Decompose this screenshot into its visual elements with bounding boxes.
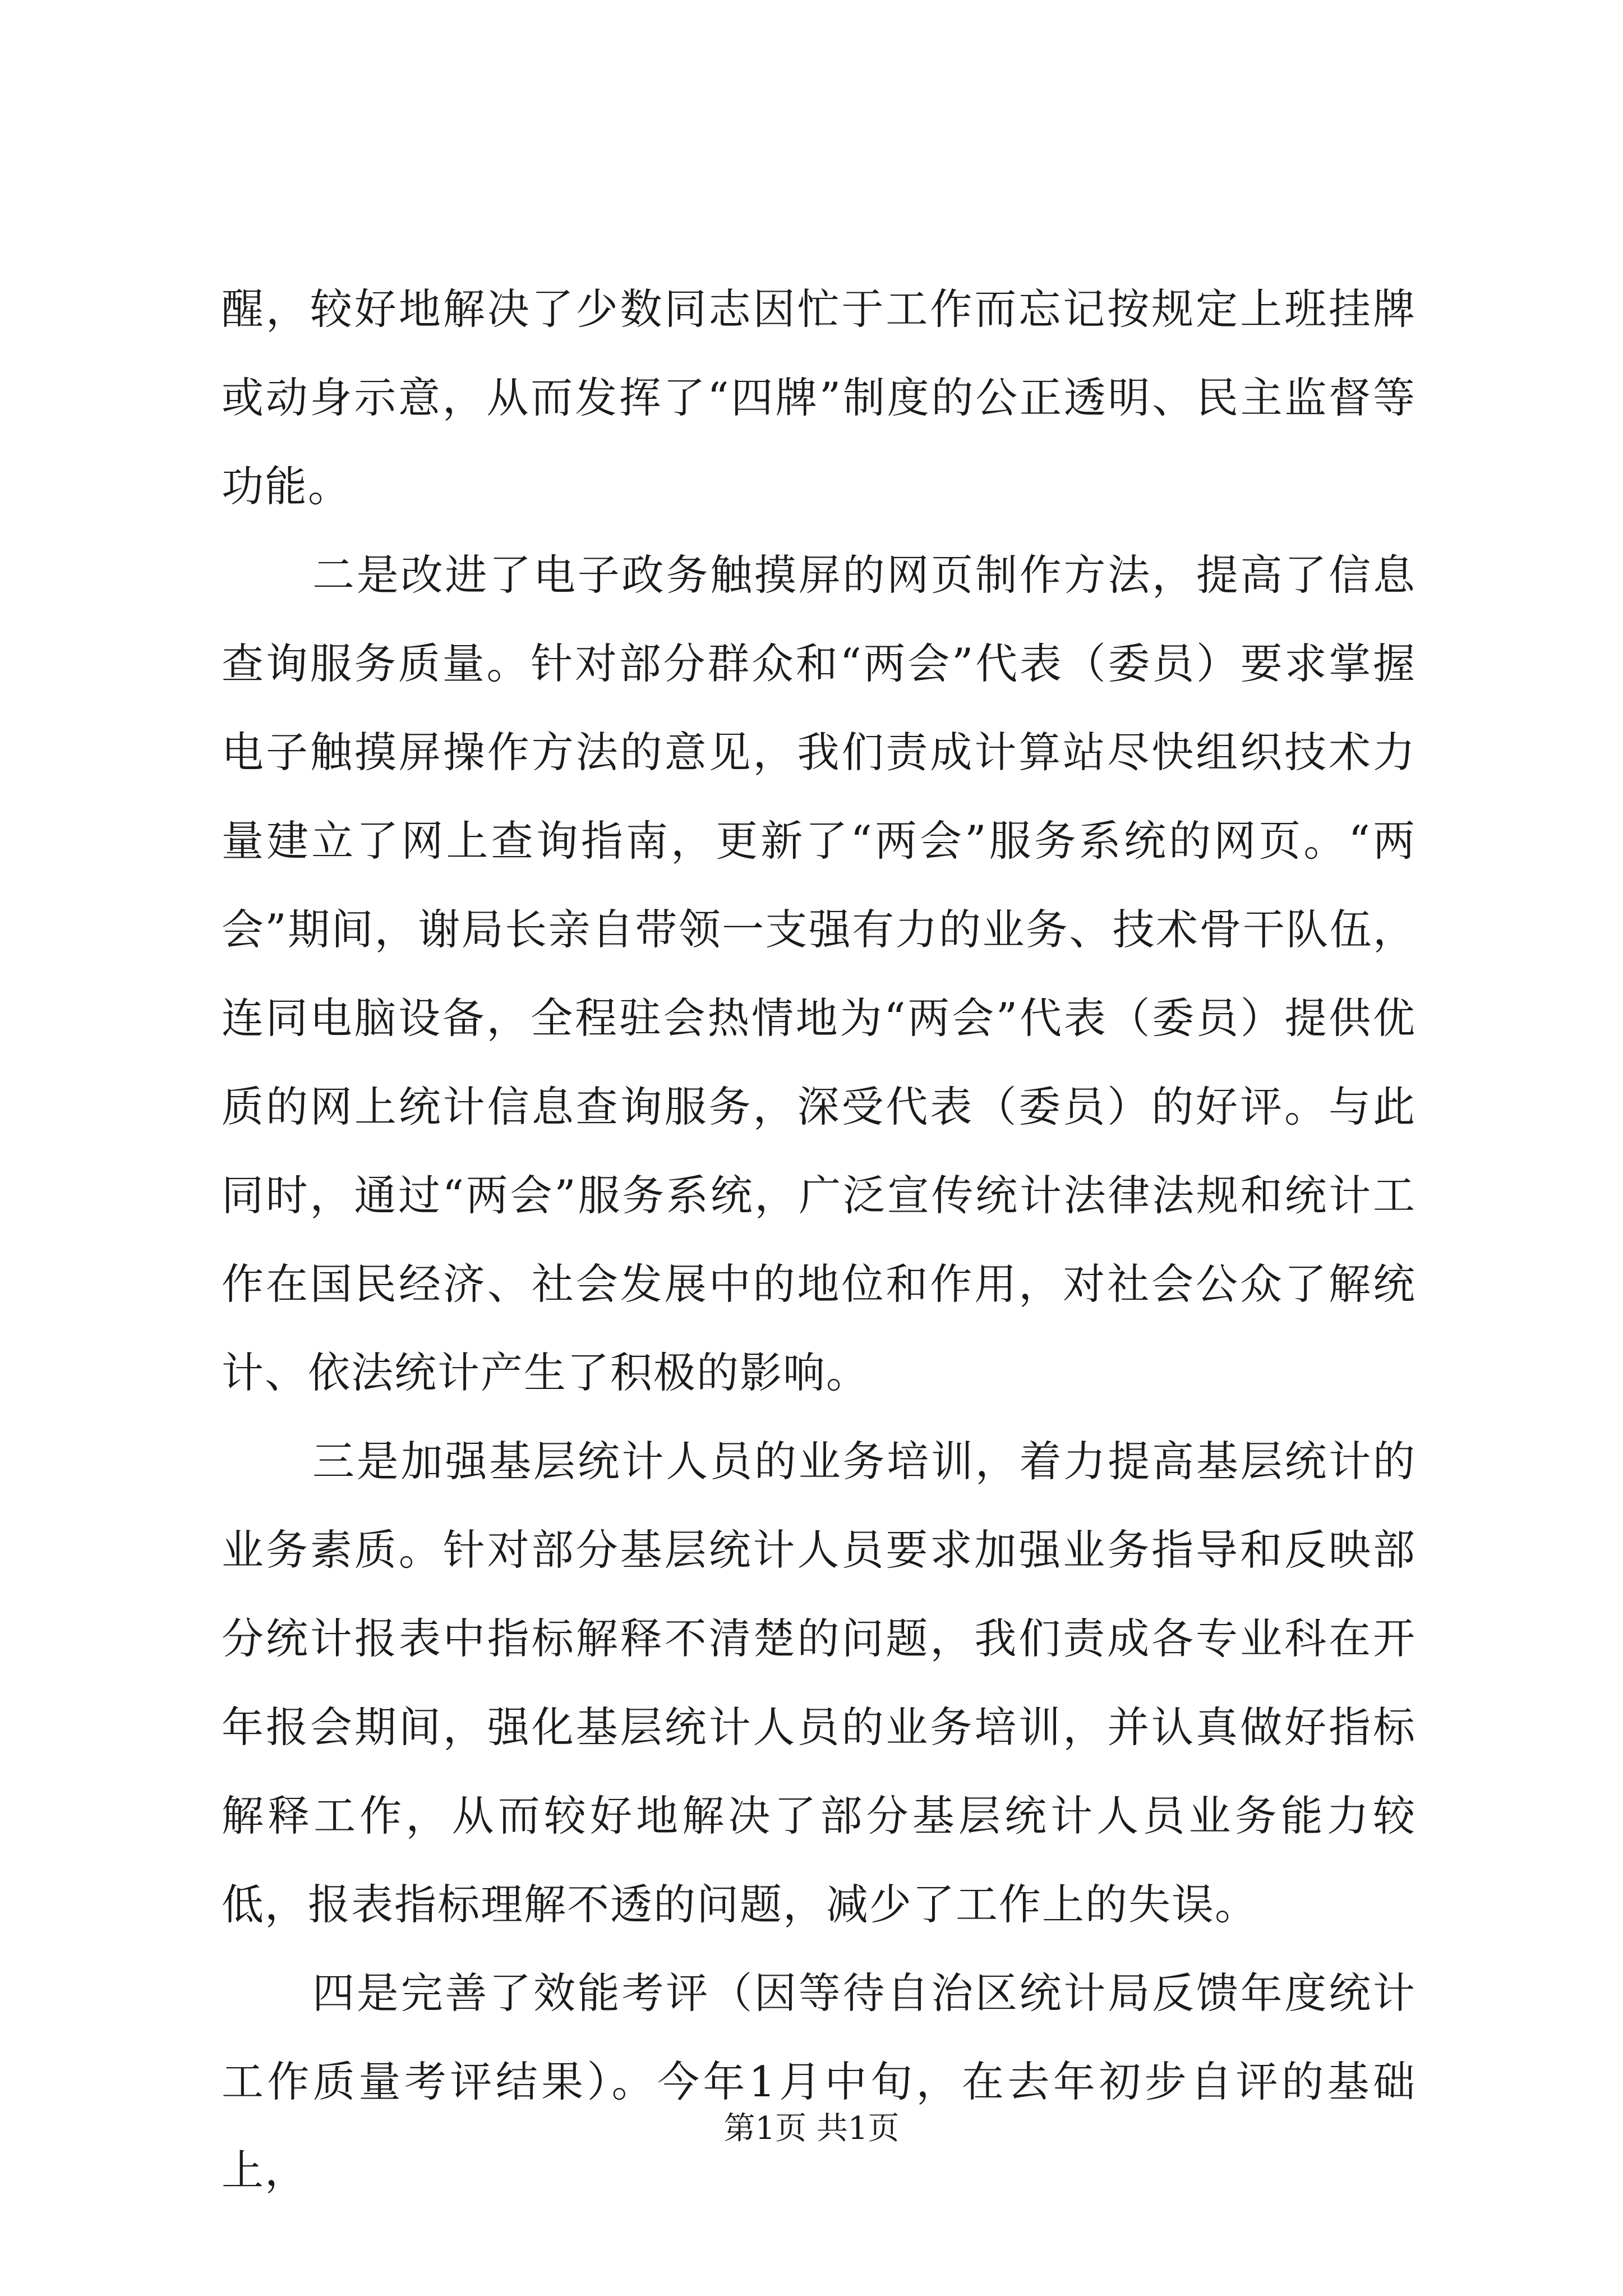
paragraph-two: 二是改进了电子政务触摸屏的网页制作方法，提高了信息查询服务质量。针对部分群众和“两会”代表（委员）要求掌握电子触摸屏操作方法的意见，我们责成计算站尽快组织技术力量建立了网上查询指南，更新了“两会”服务系统的网页。“两会”期间，谢局长亲自带领一支强有力的业务、技术骨干队伍，连同电脑设备，全程驻会热情地为“两会”代表（委员）提供优质的网上统计信息查询服务，深受代表（委员）的好评。与此同时，通过“两会”服务系统，广泛宣传统计法律法规和统计工作在国民经济、社会发展中的地位和作用，对社会公众了解统计、依法统计产生了积极的影响。 <box>222 550 1416 1397</box>
paragraph-four: 四是完善了效能考评（因等待自治区统计局反馈年度统计工作质量考评结果）。今年1月中旬，在去年初步自评的基础上， <box>222 1968 1416 2195</box>
paragraph-continuation: 醒，较好地解决了少数同志因忙于工作而忘记按规定上班挂牌或动身示意，从而发挥了“四牌”制度的公正透明、民主监督等功能。 <box>222 284 1416 511</box>
paragraph-three: 三是加强基层统计人员的业务培训，着力提高基层统计的业务素质。针对部分基层统计人员要求加强业务指导和反映部分统计报表中指标解释不清楚的问题，我们责成各专业科在开年报会期间，强化基层统计人员的业务培训，并认真做好指标解释工作，从而较好地解决了部分基层统计人员业务能力较低，报表指标理解不透的问题，减少了工作上的失误。 <box>222 1437 1416 1929</box>
page-footer: 第1页 共1页 <box>723 2110 900 2147</box>
document-body <box>222 265 1416 2215</box>
